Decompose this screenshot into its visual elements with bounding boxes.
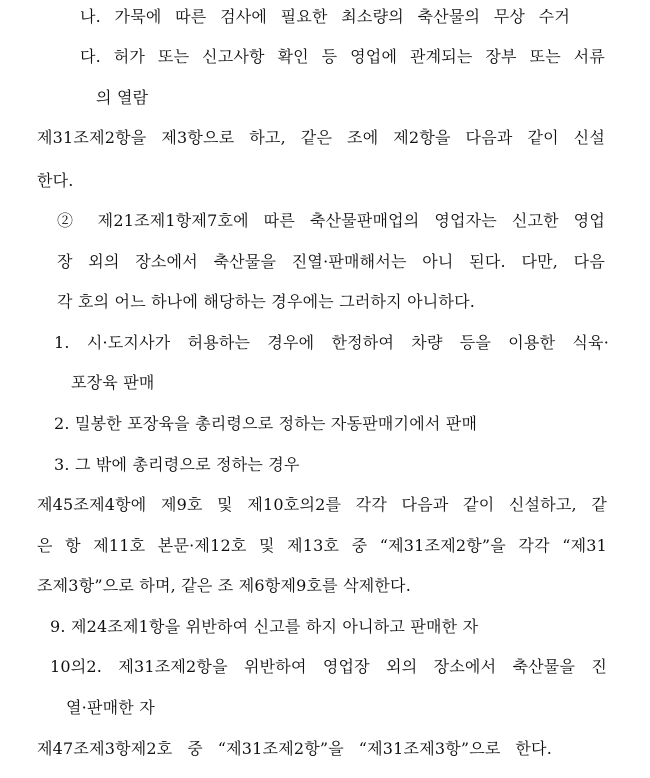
amendment-paragraph-45-line-3: 조제3항”으로 하며, 같은 조 제6항제9호를 삭제한다. (37, 576, 411, 595)
sub-item-1: 1. 시·도지사가 허용하는 경우에 한정하여 차량 등을 이용한 식육· (54, 333, 609, 352)
item-9: 9. 제24조제1항을 위반하여 신고를 하지 아니하고 판매한 자 (50, 617, 479, 636)
item-10-2: 10의2. 제31조제2항을 위반하여 영업장 외의 장소에서 축산물을 진 (50, 657, 607, 676)
amendment-paragraph-47: 제47조제3항제2호 중 “제31조제2항”을 “제31조제3항”으로 한다. (37, 739, 552, 758)
amendment-paragraph-45-line-2: 은 항 제11호 본문·제12호 및 제13호 중 “제31조제2항”을 각각 “제31 (37, 536, 607, 555)
sub-item-1-continuation: 포장육 판매 (71, 373, 155, 392)
sub-item-3: 3. 그 밖에 총리령으로 정하는 경우 (54, 455, 300, 474)
item-da-continuation: 의 열람 (96, 88, 149, 107)
sub-item-2: 2. 밀봉한 포장육을 총리령으로 정하는 자동판매기에서 판매 (54, 414, 478, 433)
item-na: 나. 가묵에 따른 검사에 필요한 최소량의 축산물의 무상 수거 (80, 7, 570, 26)
clause-2-line-3: 각 호의 어느 하나에 해당하는 경우에는 그러하지 아니하다. (57, 292, 476, 311)
item-da: 다. 허가 또는 신고사항 확인 등 영업에 관계되는 장부 또는 서류 (80, 47, 605, 66)
clause-2: ② 제21조제1항제7호에 따른 축산물판매업의 영업자는 신고한 영업 (57, 211, 605, 230)
clause-2-line-2: 장 외의 장소에서 축산물을 진열·판매해서는 아니 된다. 다만, 다음 (57, 252, 605, 271)
amendment-paragraph-31: 제31조제2항을 제3항으로 하고, 같은 조에 제2항을 다음과 같이 신설 (37, 128, 605, 147)
amendment-paragraph-45: 제45조제4항에 제9호 및 제10호의2를 각각 다음과 같이 신설하고, 같 (37, 495, 607, 514)
item-10-2-continuation: 열·판매한 자 (66, 698, 155, 717)
amendment-paragraph-31-end: 한다. (37, 171, 74, 190)
